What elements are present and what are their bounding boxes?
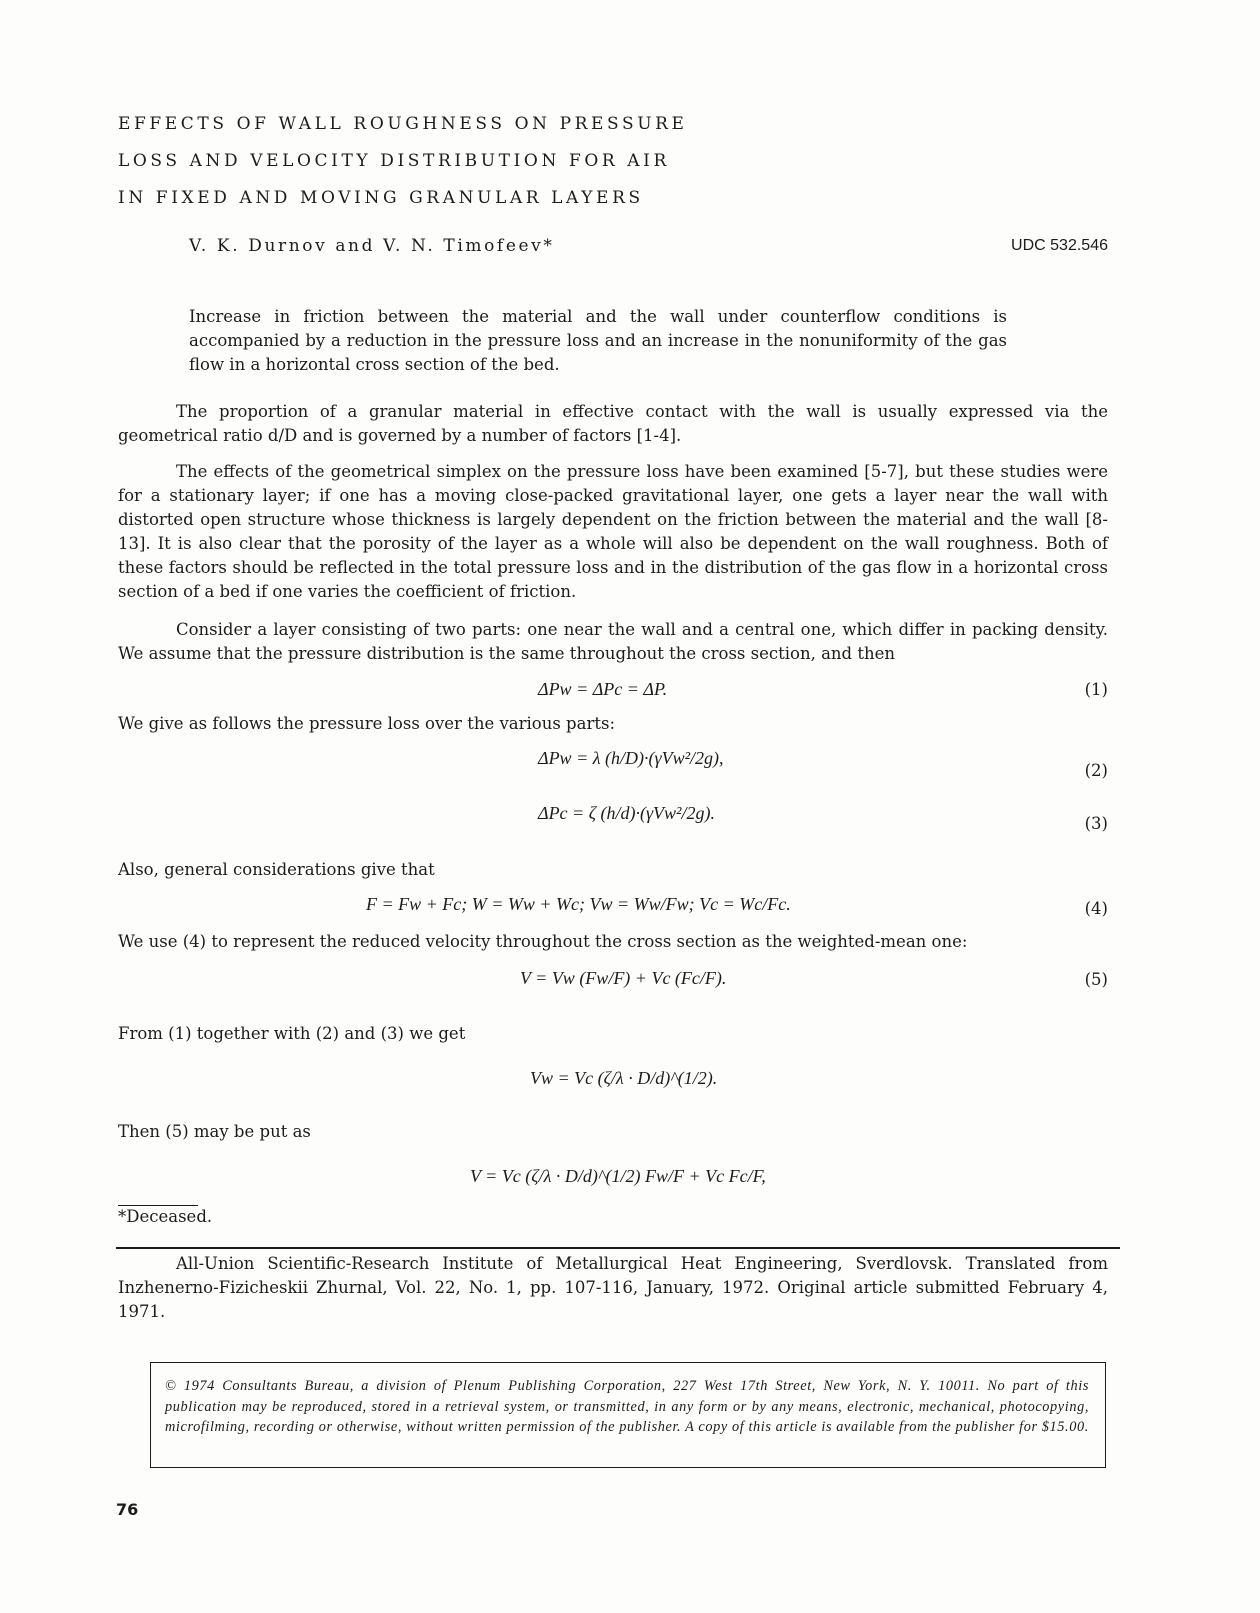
- page-number: 76: [116, 1500, 139, 1519]
- title-line-2: LOSS AND VELOCITY DISTRIBUTION FOR AIR: [118, 151, 670, 171]
- equation-number-5: (5): [1084, 970, 1108, 989]
- footnote-rule: [118, 1205, 198, 1206]
- text-also: Also, general considerations give that: [118, 860, 435, 879]
- equation-5: V = Vw (Fw/F) + Vc (Fc/F).: [520, 968, 727, 988]
- title-line-1: EFFECTS OF WALL ROUGHNESS ON PRESSURE: [118, 114, 688, 134]
- equation-number-2: (2): [1084, 761, 1108, 780]
- paragraph-1: [118, 400, 1108, 448]
- paragraph-1-text: The proportion of a granular material in effective contact with the wall is usually expressed via the geometrical ratio d/D and is governed by a number of factors [1-4].: [118, 402, 1108, 445]
- equation-6: Vw = Vc (ζ/λ · D/d)^(1/2).: [530, 1068, 718, 1088]
- text-give-pressure: We give as follows the pressure loss over the various parts:: [118, 714, 615, 733]
- paragraph-2-text: The effects of the geometrical simplex on the pressure loss have been examined [5-7], but these studies were for a stationary layer; if one has a moving close-packed gravitational layer, one gets a layer near the wall with distorted open structure whose thickness is largely dependent on the friction between the material and the wall [8-13]. It is also clear that the porosity of the layer as a whole will also be dependent on the wall roughness. Both of these factors should be reflected in the total pressure loss and in the distribution of the gas flow in a horizontal cross section of a bed if one varies the coefficient of friction.: [118, 462, 1108, 601]
- authors: V. K. Durnov and V. N. Timofeev*: [189, 236, 555, 256]
- abstract-text: Increase in friction between the material and the wall under counterflow conditions is accompanied by a reduction in the pressure loss and an increase in the nonuniformity of the gas flow in a horizontal cross section of the bed.: [189, 307, 1007, 374]
- paragraph-3-text: Consider a layer consisting of two parts: one near the wall and a central one, which differ in packing density. We assume that the pressure distribution is the same throughout the cross section, and then: [118, 620, 1108, 663]
- paragraph-2: [118, 460, 1108, 604]
- copyright-box: [150, 1362, 1106, 1468]
- udc-code: UDC 532.546: [1011, 237, 1108, 254]
- equation-number-4: (4): [1084, 899, 1108, 918]
- equation-number-1: (1): [1084, 680, 1108, 699]
- paragraph-3: [118, 618, 1108, 666]
- text-from: From (1) together with (2) and (3) we get: [118, 1024, 466, 1043]
- affiliation-rule: [116, 1247, 1120, 1249]
- copyright-text: © 1974 Consultants Bureau, a division of Plenum Publishing Corporation, 227 West 17th Street, New York, N. Y. 10011. No part of this publication may be reproduced, stored in a retrieval system, or transmitted, in any form or by any means, electronic, mechanical, photocopying, microfilming, recording or otherwise, without written permission of the publisher. A copy of this article is available from the publisher for $15.00.: [165, 1378, 1089, 1435]
- text-we-use: We use (4) to represent the reduced velocity throughout the cross section as the weighted-mean one:: [118, 932, 968, 951]
- equation-number-3: (3): [1084, 814, 1108, 833]
- equation-7: V = Vc (ζ/λ · D/d)^(1/2) Fw/F + Vc Fc/F,: [470, 1166, 766, 1186]
- equation-4: F = Fw + Fc; W = Ww + Wc; Vw = Ww/Fw; Vc = Wc/Fc.: [366, 894, 791, 914]
- equation-3: ΔPc = ζ (h/d)·(γVw²/2g).: [538, 803, 715, 823]
- affiliation-text: All-Union Scientific-Research Institute of Metallurgical Heat Engineering, Sverdlovsk. Translated from Inzhenerno-Fizicheskii Zhurnal, Vol. 22, No. 1, pp. 107-116, January, 1972. Original article submitted February 4, 1971.: [118, 1254, 1108, 1321]
- abstract: [189, 305, 1007, 377]
- text-then: Then (5) may be put as: [118, 1122, 311, 1141]
- title-line-3: IN FIXED AND MOVING GRANULAR LAYERS: [118, 188, 644, 208]
- equation-1: ΔPw = ΔPc = ΔP.: [538, 679, 668, 699]
- affiliation: [118, 1252, 1108, 1324]
- footnote-deceased: *Deceased.: [118, 1207, 213, 1226]
- equation-2: ΔPw = λ (h/D)·(γVw²/2g),: [538, 748, 724, 768]
